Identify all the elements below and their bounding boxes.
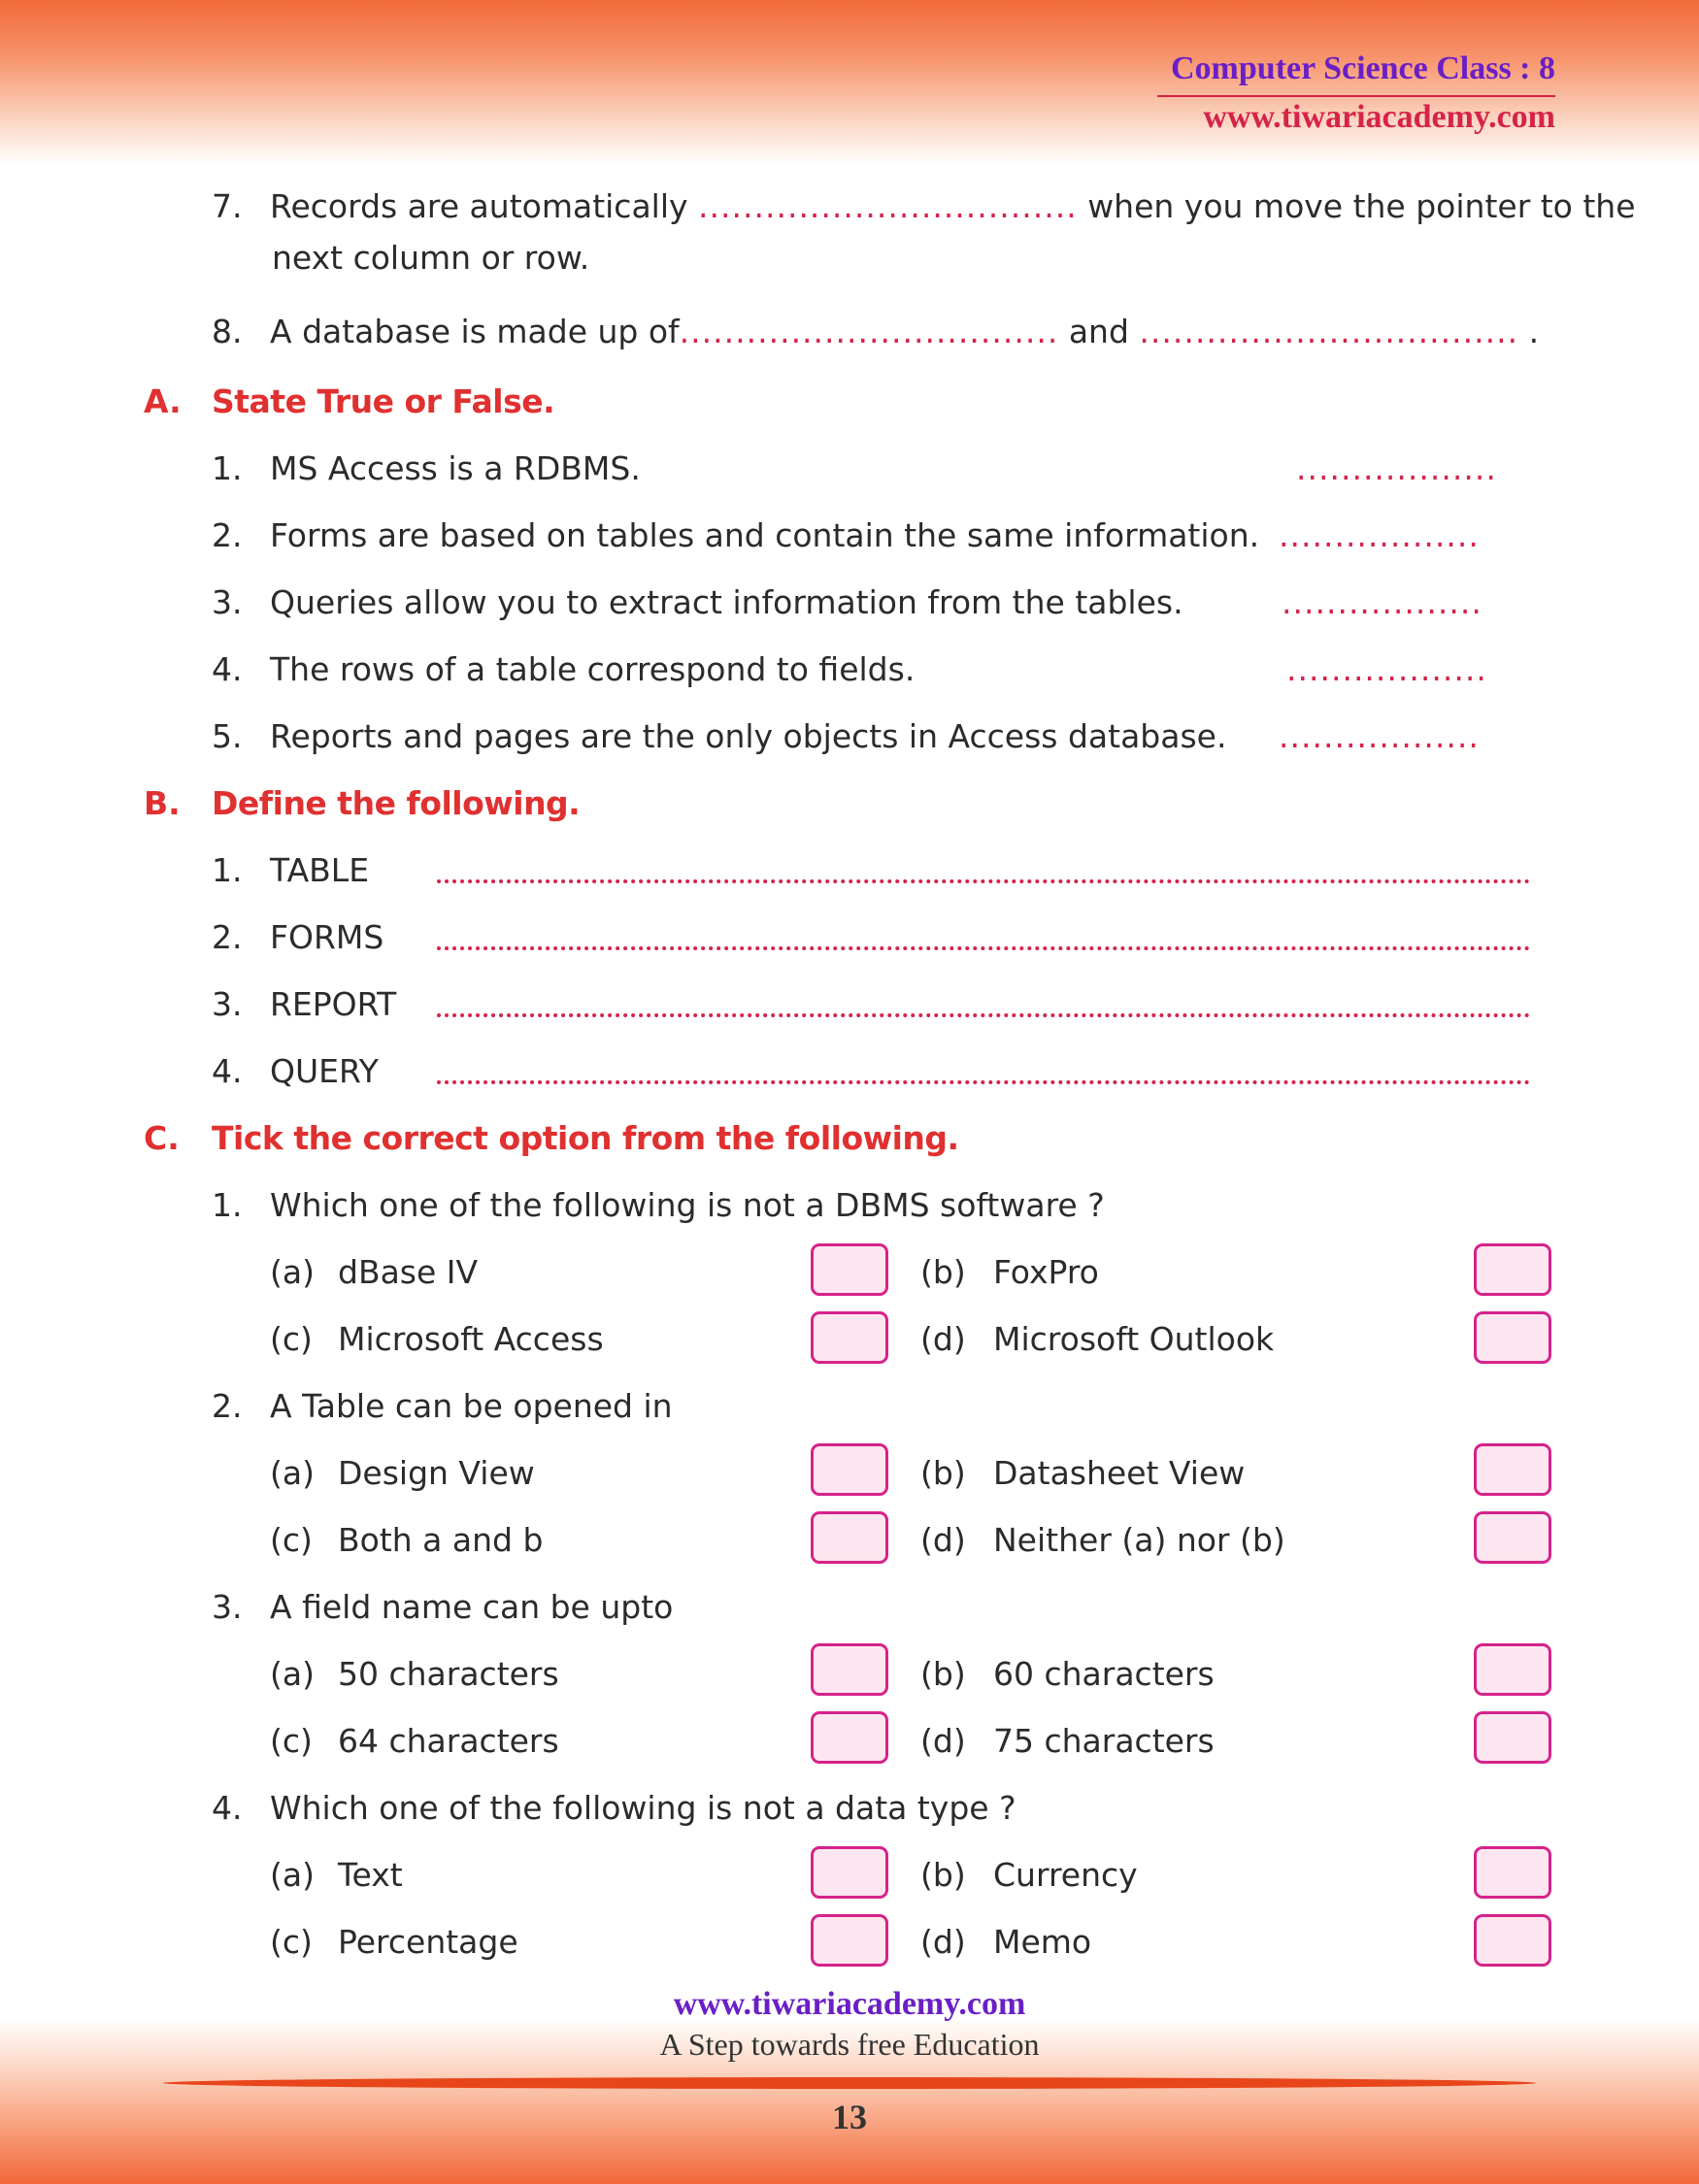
question-number: 8. [212, 313, 243, 350]
question-number: 7. [212, 187, 243, 225]
tf-answer-blank[interactable]: .................. [1296, 449, 1497, 487]
question-text [270, 187, 1636, 225]
tf-statement: The rows of a table correspond to fields. [270, 650, 916, 688]
option-letter: (c) [270, 1521, 313, 1559]
blank-dots: .................................. [679, 313, 1059, 350]
option-letter: (b) [920, 1655, 966, 1693]
blank-end-text: . [1528, 313, 1540, 350]
define-term: TABLE [270, 851, 370, 889]
option-text: dBase IV [338, 1253, 479, 1291]
option-text: Datasheet View [993, 1454, 1246, 1492]
question-text [270, 313, 1539, 350]
mcq-number: 3. [212, 1588, 243, 1626]
mcq-question: A field name can be upto [270, 1588, 674, 1626]
tf-number: 2. [212, 516, 243, 554]
footer-divider [163, 2077, 1536, 2089]
option-letter: (d) [920, 1722, 966, 1760]
tf-number: 1. [212, 449, 243, 487]
blank-before-text: A database is made up of [270, 313, 680, 350]
option-checkbox[interactable] [811, 1311, 888, 1364]
option-letter: (a) [270, 1253, 315, 1291]
blank-dots: .................................. [698, 187, 1078, 225]
footer-url: www.tiwariacademy.com [673, 1986, 1026, 2022]
section-c-title: Tick the correct option from the following. [212, 1119, 959, 1157]
option-text: 75 characters [993, 1722, 1215, 1760]
section-a-letter: A. [144, 382, 182, 420]
option-checkbox[interactable] [811, 1643, 888, 1696]
option-letter: (c) [270, 1923, 313, 1961]
header-subject: Computer Science Class : 8 [1171, 50, 1555, 86]
define-number: 4. [212, 1052, 243, 1090]
tf-number: 5. [212, 717, 243, 755]
option-letter: (a) [270, 1655, 315, 1693]
blank-before-text: Records are automatically [270, 187, 688, 225]
mcq-question: Which one of the following is not a DBMS software ? [270, 1186, 1105, 1224]
page-number: 13 [832, 2098, 867, 2136]
define-number: 1. [212, 851, 243, 889]
option-letter: (b) [920, 1253, 966, 1291]
mcq-question: Which one of the following is not a data type ? [270, 1789, 1016, 1827]
section-b-title: Define the following. [212, 784, 581, 822]
option-checkbox[interactable] [1474, 1311, 1551, 1364]
option-text: Text [338, 1856, 403, 1894]
section-a-title: State True or False. [212, 382, 555, 420]
option-text: Both a and b [338, 1521, 544, 1559]
option-checkbox[interactable] [1474, 1846, 1551, 1899]
section-c-letter: C. [144, 1119, 180, 1157]
tf-answer-blank[interactable]: .................. [1282, 583, 1482, 621]
option-text: Microsoft Outlook [993, 1320, 1275, 1358]
define-term: QUERY [270, 1052, 379, 1090]
option-checkbox[interactable] [811, 1443, 888, 1496]
option-text: 64 characters [338, 1722, 559, 1760]
option-letter: (b) [920, 1856, 966, 1894]
option-checkbox[interactable] [811, 1243, 888, 1296]
define-answer-line[interactable] [437, 943, 1530, 950]
mcq-number: 1. [212, 1186, 243, 1224]
define-answer-line[interactable] [437, 1009, 1530, 1017]
tf-answer-blank[interactable]: .................. [1286, 650, 1487, 688]
header-divider [1157, 95, 1555, 97]
option-checkbox[interactable] [811, 1511, 888, 1564]
option-checkbox[interactable] [811, 1846, 888, 1899]
blank-dots: .................................. [1139, 313, 1519, 350]
mcq-number: 4. [212, 1789, 243, 1827]
option-text: Memo [993, 1923, 1092, 1961]
option-letter: (c) [270, 1722, 313, 1760]
question-text-continued: next column or row. [272, 239, 590, 277]
option-text: 60 characters [993, 1655, 1215, 1693]
tf-answer-blank[interactable]: .................. [1279, 717, 1480, 755]
option-letter: (b) [920, 1454, 966, 1492]
option-checkbox[interactable] [1474, 1243, 1551, 1296]
blank-mid-text: and [1068, 313, 1129, 350]
option-checkbox[interactable] [811, 1914, 888, 1967]
define-term: REPORT [270, 985, 397, 1023]
tf-number: 4. [212, 650, 243, 688]
header-url: www.tiwariacademy.com [1203, 99, 1555, 135]
option-text: 50 characters [338, 1655, 559, 1693]
section-b-letter: B. [144, 784, 181, 822]
option-checkbox[interactable] [811, 1711, 888, 1764]
option-text: Microsoft Access [338, 1320, 604, 1358]
define-answer-line[interactable] [437, 1076, 1530, 1084]
option-text: Design View [338, 1454, 535, 1492]
mcq-number: 2. [212, 1387, 243, 1425]
option-checkbox[interactable] [1474, 1914, 1551, 1967]
footer-tagline: A Step towards free Education [659, 2027, 1040, 2062]
option-checkbox[interactable] [1474, 1511, 1551, 1564]
option-checkbox[interactable] [1474, 1711, 1551, 1764]
tf-answer-blank[interactable]: .................. [1279, 516, 1480, 554]
tf-number: 3. [212, 583, 243, 621]
blank-after-text: when you move the pointer to the [1087, 187, 1636, 225]
option-letter: (d) [920, 1923, 966, 1961]
option-letter: (a) [270, 1454, 315, 1492]
option-letter: (d) [920, 1521, 966, 1559]
tf-statement: Queries allow you to extract information from the tables. [270, 583, 1183, 621]
option-letter: (c) [270, 1320, 313, 1358]
mcq-question: A Table can be opened in [270, 1387, 673, 1425]
option-text: Neither (a) nor (b) [993, 1521, 1285, 1559]
define-answer-line[interactable] [437, 876, 1530, 883]
tf-statement: Forms are based on tables and contain the same information. [270, 516, 1260, 554]
option-text: Percentage [338, 1923, 518, 1961]
option-checkbox[interactable] [1474, 1643, 1551, 1696]
option-letter: (d) [920, 1320, 966, 1358]
option-text: Currency [993, 1856, 1138, 1894]
tf-statement: MS Access is a RDBMS. [270, 449, 641, 487]
define-term: FORMS [270, 918, 384, 956]
option-text: FoxPro [993, 1253, 1099, 1291]
define-number: 2. [212, 918, 243, 956]
option-letter: (a) [270, 1856, 315, 1894]
tf-statement: Reports and pages are the only objects in Access database. [270, 717, 1227, 755]
define-number: 3. [212, 985, 243, 1023]
option-checkbox[interactable] [1474, 1443, 1551, 1496]
